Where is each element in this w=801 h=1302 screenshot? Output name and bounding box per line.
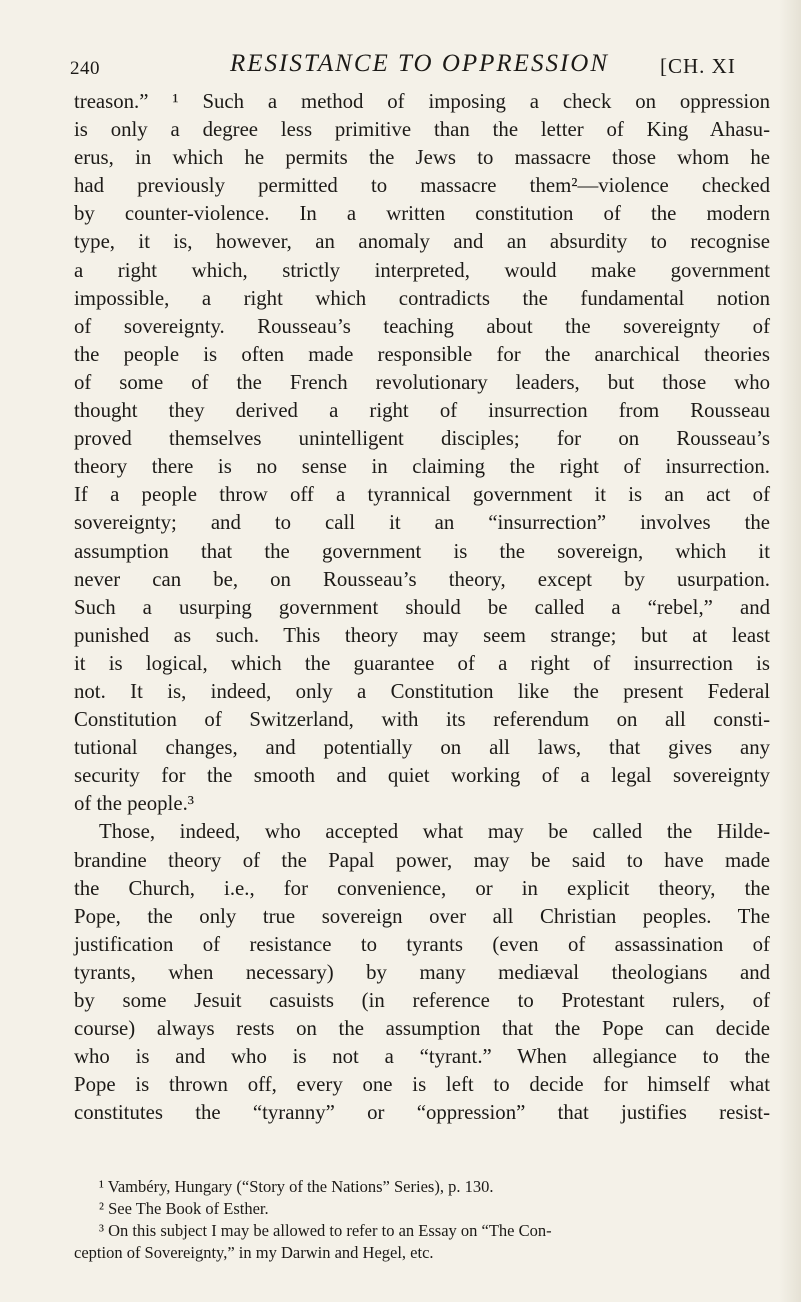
text-line: thought they derived a right of insurrection from Rousseau	[74, 399, 770, 423]
page-edge-shading	[779, 0, 801, 1302]
text-line: security for the smooth and quiet working of a legal sovereignty	[74, 764, 770, 788]
text-line: by counter-violence. In a written constitution of the modern	[74, 202, 770, 226]
text-line: a right which, strictly interpreted, would make government	[74, 258, 770, 282]
text-line: tyrants, when necessary) by many mediæval theologians and	[74, 960, 770, 984]
text-line: treason.” ¹ Such a method of imposing a check on oppression	[74, 90, 770, 113]
footnote-3: ³ On this subject I may be allowed to refer to an Essay on “The Con-	[99, 1221, 552, 1240]
text-line: who is and who is not a “tyrant.” When allegiance to the	[74, 1045, 770, 1069]
page-number: 240	[70, 58, 100, 79]
text-line: justification of resistance to tyrants (even of assassination of	[74, 932, 770, 956]
text-line: the people is often made responsible for the anarchical theories	[74, 342, 770, 366]
text-line: never can be, on Rousseau’s theory, except by usurpation.	[74, 567, 770, 591]
text-line: it is logical, which the guarantee of a right of insurrection is	[74, 651, 770, 675]
text-line: Pope, the only true sovereign over all Christian peoples. The	[74, 904, 770, 928]
text-line: Such a usurping government should be called a “rebel,” and	[74, 595, 770, 619]
text-line: type, it is, however, an anomaly and an absurdity to recognise	[74, 230, 770, 254]
text-line: proved themselves unintelligent disciples; for on Rousseau’s	[74, 427, 770, 451]
paragraph-end-line: of the people.³	[74, 792, 194, 816]
text-line: the Church, i.e., for convenience, or in explicit theory, the	[74, 876, 770, 900]
text-line: of sovereignty. Rousseau’s teaching about the sovereignty of	[74, 314, 770, 338]
text-line: punished as such. This theory may seem strange; but at least	[74, 623, 770, 647]
text-line: Pope is thrown off, every one is left to decide for himself what	[74, 1073, 770, 1097]
running-title: RESISTANCE TO OPPRESSION	[230, 50, 610, 77]
footnote-1: ¹ Vambéry, Hungary (“Story of the Nations” Series), p. 130.	[99, 1177, 494, 1196]
chapter-reference: [CH. XI	[660, 54, 736, 78]
text-line: sovereignty; and to call it an “insurrection” involves the	[74, 511, 770, 535]
text-line: assumption that the government is the sovereign, which it	[74, 539, 770, 563]
footnote-2: ² See The Book of Esther.	[99, 1199, 269, 1218]
footnote-3-continued: ception of Sovereignty,” in my Darwin and Hegel, etc.	[74, 1243, 434, 1262]
text-line: by some Jesuit casuists (in reference to Protestant rulers, of	[74, 989, 770, 1012]
text-line: brandine theory of the Papal power, may be said to have made	[74, 848, 770, 872]
text-line: theory there is no sense in claiming the right of insurrection.	[74, 455, 770, 479]
running-header	[70, 46, 770, 82]
footnotes	[74, 1176, 770, 1264]
text-line: impossible, a right which contradicts the fundamental notion	[74, 286, 770, 310]
paragraph-start-line: Those, indeed, who accepted what may be called the Hilde-	[99, 820, 770, 844]
text-line: erus, in which he permits the Jews to massacre those whom he	[74, 146, 770, 170]
text-line: constitutes the “tyranny” or “oppression” that justifies resist-	[74, 1101, 770, 1125]
text-line: If a people throw off a tyrannical government it is an act of	[74, 483, 770, 507]
text-line: is only a degree less primitive than the letter of King Ahasu-	[74, 118, 770, 142]
text-line: course) always rests on the assumption that the Pope can decide	[74, 1017, 770, 1041]
text-line: Constitution of Switzerland, with its referendum on all consti-	[74, 708, 770, 732]
body-text	[74, 88, 770, 1127]
text-line: not. It is, indeed, only a Constitution like the present Federal	[74, 679, 770, 703]
text-line: had previously permitted to massacre them²—violence checked	[74, 174, 770, 198]
text-line: tutional changes, and potentially on all laws, that gives any	[74, 736, 770, 760]
text-line: of some of the French revolutionary leaders, but those who	[74, 370, 770, 394]
